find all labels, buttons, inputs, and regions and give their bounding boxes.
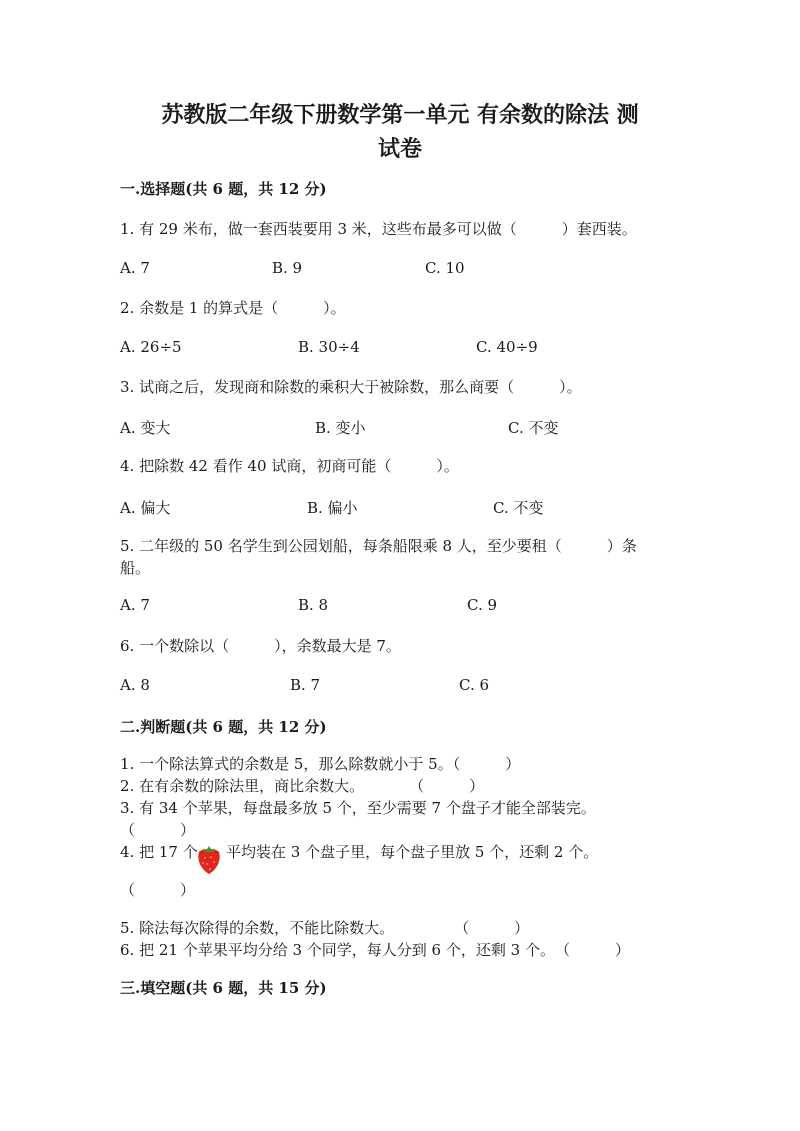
q3-option-c: C. 不变 [508, 419, 559, 437]
q6-option-b: B. 7 [290, 676, 321, 694]
judgment-4-start: 4. 把 17 个 [120, 843, 198, 861]
question-1: 1. 有 29 米布，做一套西装要用 3 米，这些布最多可以做（ ）套西装。 [120, 220, 637, 238]
q1-option-b: B. 9 [272, 259, 303, 277]
q1-option-a: A. 7 [120, 259, 150, 277]
strawberry-icon [195, 840, 223, 876]
q5-option-a: A. 7 [120, 596, 150, 614]
question-2: 2. 余数是 1 的算式是（ ）。 [120, 299, 346, 317]
question-5 [120, 535, 680, 579]
exam-title [100, 98, 700, 166]
q3-option-b: B. 变小 [315, 419, 366, 437]
question-5-line-1: 5. 二年级的 50 名学生到公园划船，每条船限乘 8 人，至少要租（ ）条 [120, 537, 637, 555]
question-5-line-2: 船。 [120, 559, 151, 577]
question-6: 6. 一个数除以（ ），余数最大是 7。 [120, 637, 401, 655]
q4-option-c: C. 不变 [493, 499, 544, 517]
question-3: 3. 试商之后，发现商和除数的乘积大于被除数，那么商要（ ）。 [120, 378, 582, 396]
q4-option-a: A. 偏大 [120, 499, 171, 517]
q2-option-b: B. 30÷4 [298, 338, 360, 356]
judgment-5: 5. 除法每次除得的余数，不能比除数大。 （ ） [120, 919, 530, 937]
section-heading-fill-blank: 三.填空题(共 6 题，共 15 分) [120, 979, 327, 997]
title-line-1: 苏教版二年级下册数学第一单元 有余数的除法 测 [161, 102, 639, 128]
judgment-6: 6. 把 21 个苹果平均分给 3 个同学，每人分到 6 个，还剩 3 个。 （ ） [120, 941, 630, 959]
judgment-1: 1. 一个除法算式的余数是 5，那么除数就小于 5。（ ） [120, 755, 521, 773]
q3-option-a: A. 变大 [120, 419, 171, 437]
q2-option-a: A. 26÷5 [120, 338, 182, 356]
q4-option-b: B. 偏小 [307, 499, 358, 517]
section-heading-choice: 一.选择题(共 6 题，共 12 分) [120, 180, 327, 198]
q5-option-c: C. 9 [467, 596, 498, 614]
q5-option-b: B. 8 [298, 596, 329, 614]
judgment-2: 2. 在有余数的除法里，商比余数大。 （ ） [120, 777, 485, 795]
q6-option-a: A. 8 [120, 676, 150, 694]
q6-option-c: C. 6 [459, 676, 490, 694]
question-4: 4. 把除数 42 看作 40 试商，初商可能（ ）。 [120, 457, 459, 475]
section-heading-judgment: 二.判断题(共 6 题，共 12 分) [120, 718, 327, 736]
judgment-4-bracket: （ ） [120, 881, 196, 899]
judgment-3: 3. 有 34 个苹果，每盘最多放 5 个，至少需要 7 个盘子才能全部装完。 [120, 799, 596, 817]
q2-option-c: C. 40÷9 [476, 338, 538, 356]
judgment-3-bracket: （ ） [120, 821, 196, 839]
title-line-2: 试卷 [377, 136, 422, 162]
q1-option-c: C. 10 [425, 259, 465, 277]
judgment-4-rest: 平均装在 3 个盘子里，每个盘子里放 5 个，还剩 2 个。 [226, 843, 599, 861]
